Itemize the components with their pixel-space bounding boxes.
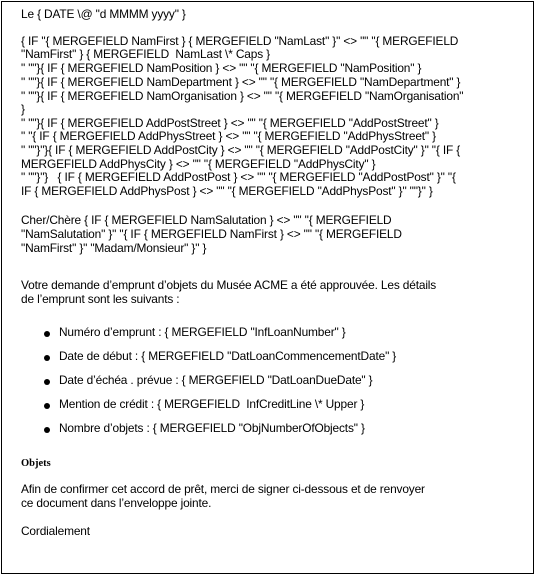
intro-line: de l’emprunt sont les suivants : — [21, 292, 180, 306]
address-line: " "{ IF { MERGEFIELD AddPhysStreet } <> "" "{ MERGEFIELD "AddPhysStreet" } — [21, 129, 436, 143]
address-line: " ""}{ IF { MERGEFIELD NamDepartment } <> "" "{ MERGEFIELD "NamDepartment" } — [21, 75, 461, 89]
bullet-icon — [44, 355, 50, 361]
address-line: "NamFirst" } { MERGEFIELD NamLast \* Caps } — [21, 47, 270, 61]
bullet-icon — [44, 403, 50, 409]
list-item: Date d’échéa . prévue : { MERGEFIELD "DatLoanDueDate" } — [59, 373, 373, 387]
address-line: " ""}"}{ IF { MERGEFIELD AddPostCity } <> "" "{ MERGEFIELD "AddPostCity" }" "{ IF { — [21, 143, 461, 157]
intro-line: Votre demande d’emprunt d’objets du Musée ACME a été approuvée. Les détails — [21, 278, 437, 292]
address-line: " ""}{ IF { MERGEFIELD NamOrganisation } <> "" "{ MERGEFIELD "NamOrganisation" — [21, 89, 464, 103]
salutation-line: Cher/Chère { IF { MERGEFIELD NamSalutation } <> "" "{ MERGEFIELD — [21, 213, 392, 227]
bullet-icon — [44, 331, 50, 337]
closing-line: Afin de confirmer cet accord de prêt, merci de signer ci-dessous et de renvoyer — [21, 482, 425, 496]
address-line: IF { MERGEFIELD AddPhysPost } <> "" "{ MERGEFIELD "AddPhysPost" }" ""}" } — [21, 184, 433, 198]
address-line: " ""}{ IF { MERGEFIELD NamPosition } <> "" "{ MERGEFIELD "NamPosition" } — [21, 61, 422, 75]
address-line: { IF "{ MERGEFIELD NamFirst } { MERGEFIELD "NamLast" }" <> "" "{ MERGEFIELD — [21, 34, 459, 48]
salutation-line: "NamFirst" }" "Madam/Monsieur" }" } — [21, 241, 207, 255]
list-item: Mention de crédit : { MERGEFIELD InfCreditLine \* Upper } — [59, 397, 365, 411]
date-field-line: Le { DATE \@ "d MMMM yyyy" } — [21, 7, 186, 21]
bullet-icon — [44, 427, 50, 433]
address-line: " ""}"} { IF { MERGEFIELD AddPostPost } <> "" "{ MERGEFIELD "AddPostPost" }" "{ — [21, 170, 456, 184]
bullet-icon — [44, 379, 50, 385]
address-line: " ""}{ IF { MERGEFIELD AddPostStreet } <> "" "{ MERGEFIELD "AddPostStreet" } — [21, 116, 439, 130]
address-line: MERGEFIELD AddPhysCity } <> "" "{ MERGEFIELD "AddPhysCity" } — [21, 157, 376, 171]
list-item: Date de début : { MERGEFIELD "DatLoanCommencementDate" } — [59, 349, 397, 363]
address-line: } — [21, 102, 25, 116]
closing-line: ce document dans l’enveloppe jointe. — [21, 496, 212, 510]
list-item: Numéro d’emprunt : { MERGEFIELD "InfLoanNumber" } — [59, 325, 346, 339]
salutation-line: "NamSalutation" }" "{ IF { MERGEFIELD NamFirst } <> "" "{ MERGEFIELD — [21, 227, 402, 241]
letter-template-page — [1, 1, 534, 574]
signoff-text: Cordialement — [21, 524, 90, 538]
list-item: Nombre d’objets : { MERGEFIELD "ObjNumberOfObjects" } — [59, 421, 365, 435]
objects-heading: Objets — [21, 458, 51, 469]
